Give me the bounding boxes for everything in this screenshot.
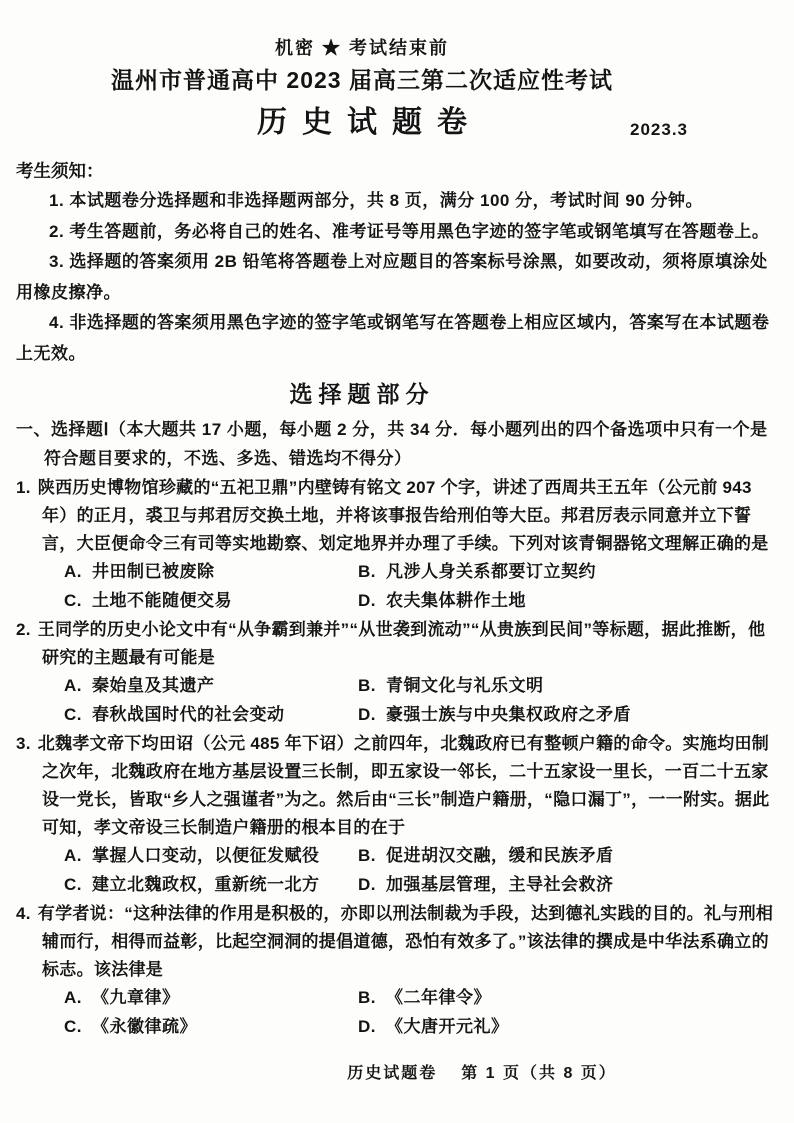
option-c: [64, 701, 358, 730]
question-stem: [16, 730, 778, 842]
option-label: B.: [358, 676, 376, 695]
option-d: [358, 701, 778, 730]
option-d: [358, 1013, 778, 1042]
question-number: 2.: [16, 620, 31, 639]
option-text: 农夫集体耕作土地: [386, 590, 526, 610]
option-c: [64, 871, 358, 900]
footer-page-number: 第 1 页（共 8 页）: [461, 1065, 617, 1082]
option-label: A.: [64, 988, 82, 1007]
candidate-notice: [16, 156, 778, 369]
notice-item-1: 1. 本试题卷分选择题和非选择题两部分，共 8 页，满分 100 分，考试时间 90 分钟。: [49, 191, 703, 210]
option-a: [64, 984, 358, 1013]
option-text: 春秋战国时代的社会变动: [92, 704, 285, 724]
question-options: [16, 672, 778, 729]
option-label: B.: [358, 988, 376, 1007]
notice-item-3: 3. 选择题的答案须用 2B 铅笔将答题卷上对应题目的答案标号涂黑，如要改动，须将原填涂处用橡皮擦净。: [16, 252, 768, 302]
question-options: [16, 558, 778, 615]
option-label: D.: [358, 590, 376, 610]
option-d: [358, 871, 778, 900]
question-number: 4.: [16, 904, 31, 923]
question-text: 陕西历史博物馆珍藏的“五祀卫鼎”内壁铸有铭文 207 个字，讲述了西周共王五年（公元前 943 年）的正月，裘卫与邦君厉交换土地，并将该事报告给刑伯等大臣。邦君厉表示同意并立下誓言，大臣便命令三有司等实地勘察、划定地界并办理了手续。下列对该青铜器铭文理解正确的是: [37, 478, 769, 553]
secrecy-notice: 机密 ★ 考试结束前: [274, 38, 449, 58]
page-footer: [0, 1060, 794, 1083]
option-b: [358, 984, 778, 1013]
option-b: [358, 558, 778, 587]
option-label: C.: [64, 590, 82, 610]
question-stem: [16, 474, 778, 558]
notice-item-4: 4. 非选择题的答案须用黑色字迹的签字笔或钢笔写在答题卷上相应区域内，答案写在本试题卷上无效。: [16, 313, 770, 363]
paper-title: 历史试题卷: [257, 106, 482, 139]
option-text: 加强基层管理，主导社会救济: [386, 874, 614, 894]
section-title: 选择题部分: [289, 381, 435, 407]
option-label: D.: [358, 704, 376, 724]
option-label: D.: [358, 1016, 376, 1036]
question-options: [16, 842, 778, 899]
exam-name: 温州市普通高中 2023 届高三第二次适应性考试: [111, 67, 613, 93]
question-stem: [16, 900, 778, 984]
option-text: 《大唐开元礼》: [386, 1016, 509, 1036]
question-number: 3.: [16, 734, 31, 753]
option-label: A.: [64, 562, 82, 581]
option-text: 土地不能随便交易: [92, 590, 232, 610]
option-text: 《九章律》: [92, 988, 180, 1007]
option-text: 促进胡汉交融，缓和民族矛盾: [386, 846, 614, 865]
question-text: 北魏孝文帝下均田诏（公元 485 年下诏）之前四年，北魏政府已有整顿户籍的命令。实施均田制之次年，北魏政府在地方基层设置三长制，即五家设一邻长，二十五家设一里长，一百二十五家设一党长，皆取“乡人之强谨者”为之。然后由“三长”制造户籍册，“隐口漏丁”，一一附实。据此可知，孝文帝设三长制造户籍册的根本目的在于: [37, 734, 770, 837]
part1-intro: 一、选择题Ⅰ（本大题共 17 小题，每小题 2 分，共 34 分．每小题列出的四个备选项中只有一个是符合题目要求的，不选、多选、错选均不得分）: [16, 420, 768, 468]
option-text: 掌握人口变动，以便征发赋役: [92, 846, 320, 865]
paper-title-row: [16, 100, 708, 146]
option-c: [64, 587, 358, 616]
option-text: 凡涉人身关系都要订立契约: [386, 562, 596, 581]
paper-header: [16, 36, 778, 146]
question-text: 王同学的历史小论文中有“从争霸到兼并”“从世袭到流动”“从贵族到民间”等标题，据此推断，他研究的主题最有可能是: [37, 620, 766, 667]
option-text: 青铜文化与礼乐文明: [386, 676, 544, 695]
option-a: [64, 558, 358, 587]
option-label: C.: [64, 704, 82, 724]
option-label: B.: [358, 562, 376, 581]
notice-heading: 考生须知：: [16, 161, 104, 181]
question-options: [16, 984, 778, 1041]
option-label: C.: [64, 874, 82, 894]
option-label: C.: [64, 1016, 82, 1036]
option-label: A.: [64, 676, 82, 695]
question-1: [16, 474, 778, 615]
option-b: [358, 842, 778, 871]
option-text: 井田制已被废除: [92, 562, 215, 581]
option-text: 豪强士族与中央集权政府之矛盾: [386, 704, 631, 724]
option-b: [358, 672, 778, 701]
option-label: D.: [358, 874, 376, 894]
footer-paper-name: 历史试题卷: [347, 1065, 438, 1082]
option-text: 建立北魏政权，重新统一北方: [92, 874, 320, 894]
option-d: [358, 587, 778, 616]
question-number: 1.: [16, 478, 31, 497]
option-text: 秦始皇及其遗产: [92, 676, 215, 695]
question-3: [16, 730, 778, 899]
option-label: B.: [358, 846, 376, 865]
option-text: 《二年律令》: [386, 988, 491, 1007]
option-text: 《永徽律疏》: [92, 1016, 197, 1036]
option-a: [64, 842, 358, 871]
option-a: [64, 672, 358, 701]
question-text: 有学者说：“这种法律的作用是积极的，亦即以刑法制裁为手段，达到德礼实践的目的。礼与刑相辅而行，相得而益彰，比起空洞洞的提倡道德，恐怕有效多了。”该法律的撰成是中华法系确立的标志。该法律是: [37, 904, 774, 979]
option-c: [64, 1013, 358, 1042]
question-2: [16, 616, 778, 729]
question-stem: [16, 616, 778, 672]
exam-date: 2023.3: [630, 120, 688, 139]
question-4: [16, 900, 778, 1041]
notice-item-2: 2. 考生答题前，务必将自己的姓名、准考证号等用黑色字迹的签字笔或钢笔填写在答题卷上。: [49, 221, 770, 241]
option-label: A.: [64, 846, 82, 865]
